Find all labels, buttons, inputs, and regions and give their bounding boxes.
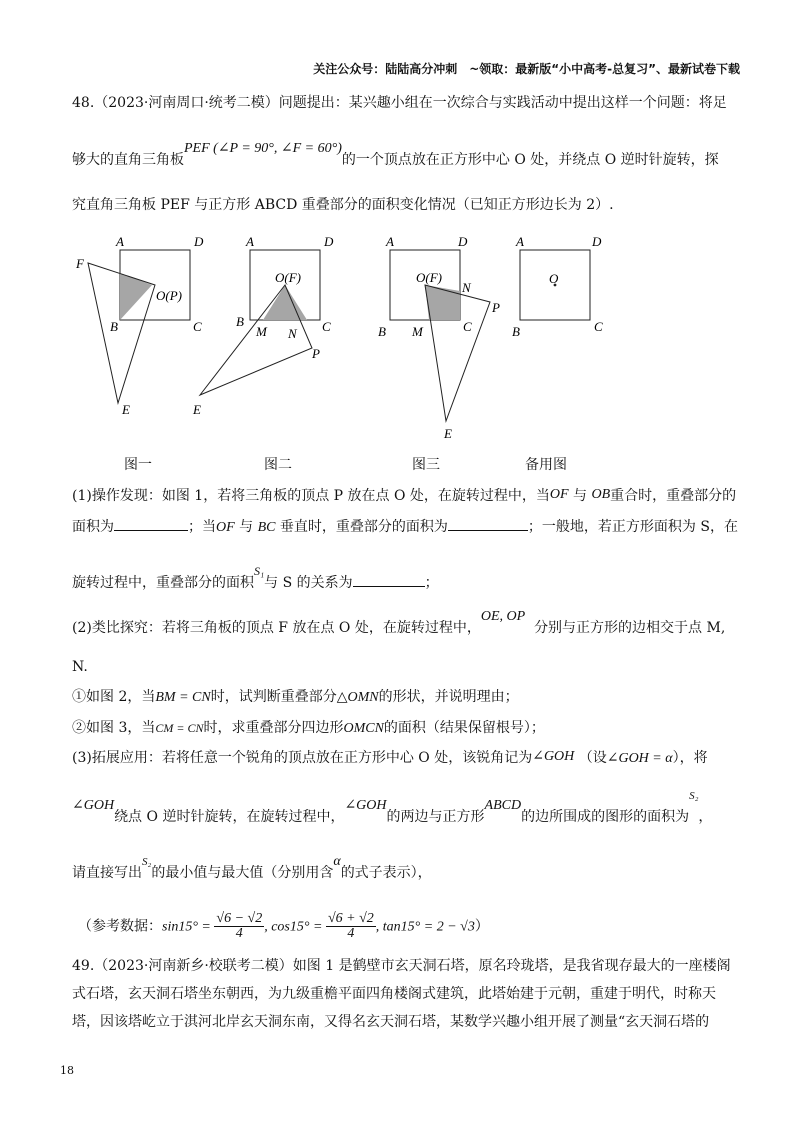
fraction-cos15: $\frac{√6 + √2}{4}$ <box>327 911 374 941</box>
q48-line3: 究直角三角板 PEF 与正方形 ABCD 重叠部分的面积变化情况（已知正方形边长为 2）. <box>72 197 614 213</box>
fig3-label-n: N <box>462 280 471 295</box>
q48-part3-line2: ∠GOH绕点 O 逆时针旋转，在旋转过程中，∠GOH的两边与正方形ABCD的边所围成的图形的面积为$^{S_2}$， <box>72 790 713 825</box>
fig4-label-o: O <box>549 271 559 286</box>
figure-2 <box>192 234 334 417</box>
q48-part3-line1: (3)拓展应用：若将任意一个锐角的顶点放在正方形中心 O 处，该锐角记为∠GOH （设∠GOH = α），将 <box>72 749 708 766</box>
q49-line2: 式石塔，玄天洞石塔坐东朝西，为九级重檐平面四角楼阁式建筑，此塔始建于元朝，重建于明代，时称天 <box>72 986 716 1002</box>
figure-1 <box>75 234 204 417</box>
q49-line3: 塔，因该塔屹立于淇河北岸玄天洞东南，又得名玄天洞石塔，某数学兴趣小组开展了测量“玄天洞石塔的 <box>72 1014 710 1030</box>
page-header: 关注公众号：陆陆高分冲刺 ~领取：最新版“小中高考-总复习”、最新试卷下载 <box>313 62 740 76</box>
answer-blank-1[interactable] <box>114 517 188 531</box>
fig2-label-a: A <box>246 234 254 249</box>
caption-fig3: 图三 <box>412 457 440 473</box>
q48-line2: 够大的直角三角板PEF (∠P = 90°, ∠F = 60°)的一个顶点放在正方形中心 O 处，并绕点 O 逆时针旋转，探 <box>72 141 719 168</box>
fig2-label-c: C <box>322 319 331 334</box>
caption-backup: 备用图 <box>525 457 567 473</box>
fig4-label-c: C <box>594 319 603 334</box>
fig2-label-e: E <box>193 402 201 417</box>
fraction-sin15: $\frac{√6 - √2}{4}$ <box>216 911 263 941</box>
fig2-label-b: B <box>236 314 244 329</box>
q48-part2-line1: (2)类比探究：若将三角板的顶点 F 放在点 O 处，在旋转过程中，OE, OP 分别与正方形的边相交于点 M, <box>72 609 726 636</box>
fig2-label-p: P <box>312 346 320 361</box>
answer-blank-2[interactable] <box>448 517 528 531</box>
fig4-label-a: A <box>516 234 524 249</box>
fig3-label-d: D <box>458 234 468 249</box>
answer-blank-3[interactable] <box>353 573 425 587</box>
q48-part2-sub1: ①如图 2，当BM = CN时，试判断重叠部分△OMN的形状，并说明理由； <box>72 689 519 705</box>
fig3-label-o: O(F) <box>416 270 442 285</box>
q48-reference-data: （参考数据：sin15° = $\frac{√6 - √2}{4}$ , cos15° = $\frac{√6 + √2}{4}$ , tan15° = 2 − √3） <box>78 911 489 941</box>
fig1-label-e: E <box>122 402 130 417</box>
q48-condition-math: PEF (∠P = 90°, ∠F = 60°) <box>184 141 342 156</box>
q48-part1-line2: 面积为 ；当OF 与 BC 垂直时，重叠部分的面积为 ；一般地，若正方形面积为 S，在 <box>72 519 738 535</box>
q48-line1: 48.（2023·河南周口·统考二模）问题提出：某兴趣小组在一次综合与实践活动中提出这样一个问题：将足 <box>72 95 727 111</box>
fig1-label-a: A <box>116 234 124 249</box>
figure-backup <box>512 234 603 339</box>
fig1-label-b: B <box>110 319 118 334</box>
fig2-label-o: O(F) <box>275 270 301 285</box>
figure-3 <box>378 234 500 441</box>
fig3-label-p: P <box>492 300 500 315</box>
fig3-label-e: E <box>444 426 452 441</box>
q48-part2-sub2: ②如图 3，当CM = CN时，求重叠部分四边形OMCN的面积（结果保留根号）； <box>72 720 545 736</box>
fig3-label-c: C <box>463 319 472 334</box>
fig4-label-d: D <box>592 234 602 249</box>
fig3-label-m: M <box>412 324 423 339</box>
fig2-label-d: D <box>324 234 334 249</box>
fig3-label-a: A <box>386 234 394 249</box>
fig4-label-b: B <box>512 324 520 339</box>
fig1-label-o: O(P) <box>156 288 182 303</box>
fig1-label-f: F <box>76 256 84 271</box>
caption-fig1: 图一 <box>124 457 152 473</box>
q49-line1: 49.（2023·河南新乡·校联考二模）如图 1 是鹤壁市玄天洞石塔，原名玲珑塔，是我省现存最大的一座楼阁 <box>72 958 731 974</box>
q48-part3-line3: 请直接写出$^{S_2}$的最小值与最大值（分别用含α的式子表示）， <box>72 854 432 881</box>
caption-fig2: 图二 <box>264 457 292 473</box>
fig2-label-n: N <box>288 326 297 341</box>
q48-part1-line1: (1)操作发现：如图 1，若将三角板的顶点 P 放在点 O 处，在旋转过程中，当OF 与 OB重合时，重叠部分的 <box>72 487 737 504</box>
q48-part1-line3: 旋转过程中，重叠部分的面积S₁与 S 的关系为 ； <box>72 564 439 591</box>
q48-part2-line2: N. <box>72 659 88 675</box>
fig1-label-c: C <box>193 319 202 334</box>
q48-figures <box>60 228 620 444</box>
fig2-label-m: M <box>256 324 267 339</box>
fig3-label-b: B <box>378 324 386 339</box>
fig1-label-d: D <box>194 234 204 249</box>
page-number: 18 <box>60 1064 74 1077</box>
